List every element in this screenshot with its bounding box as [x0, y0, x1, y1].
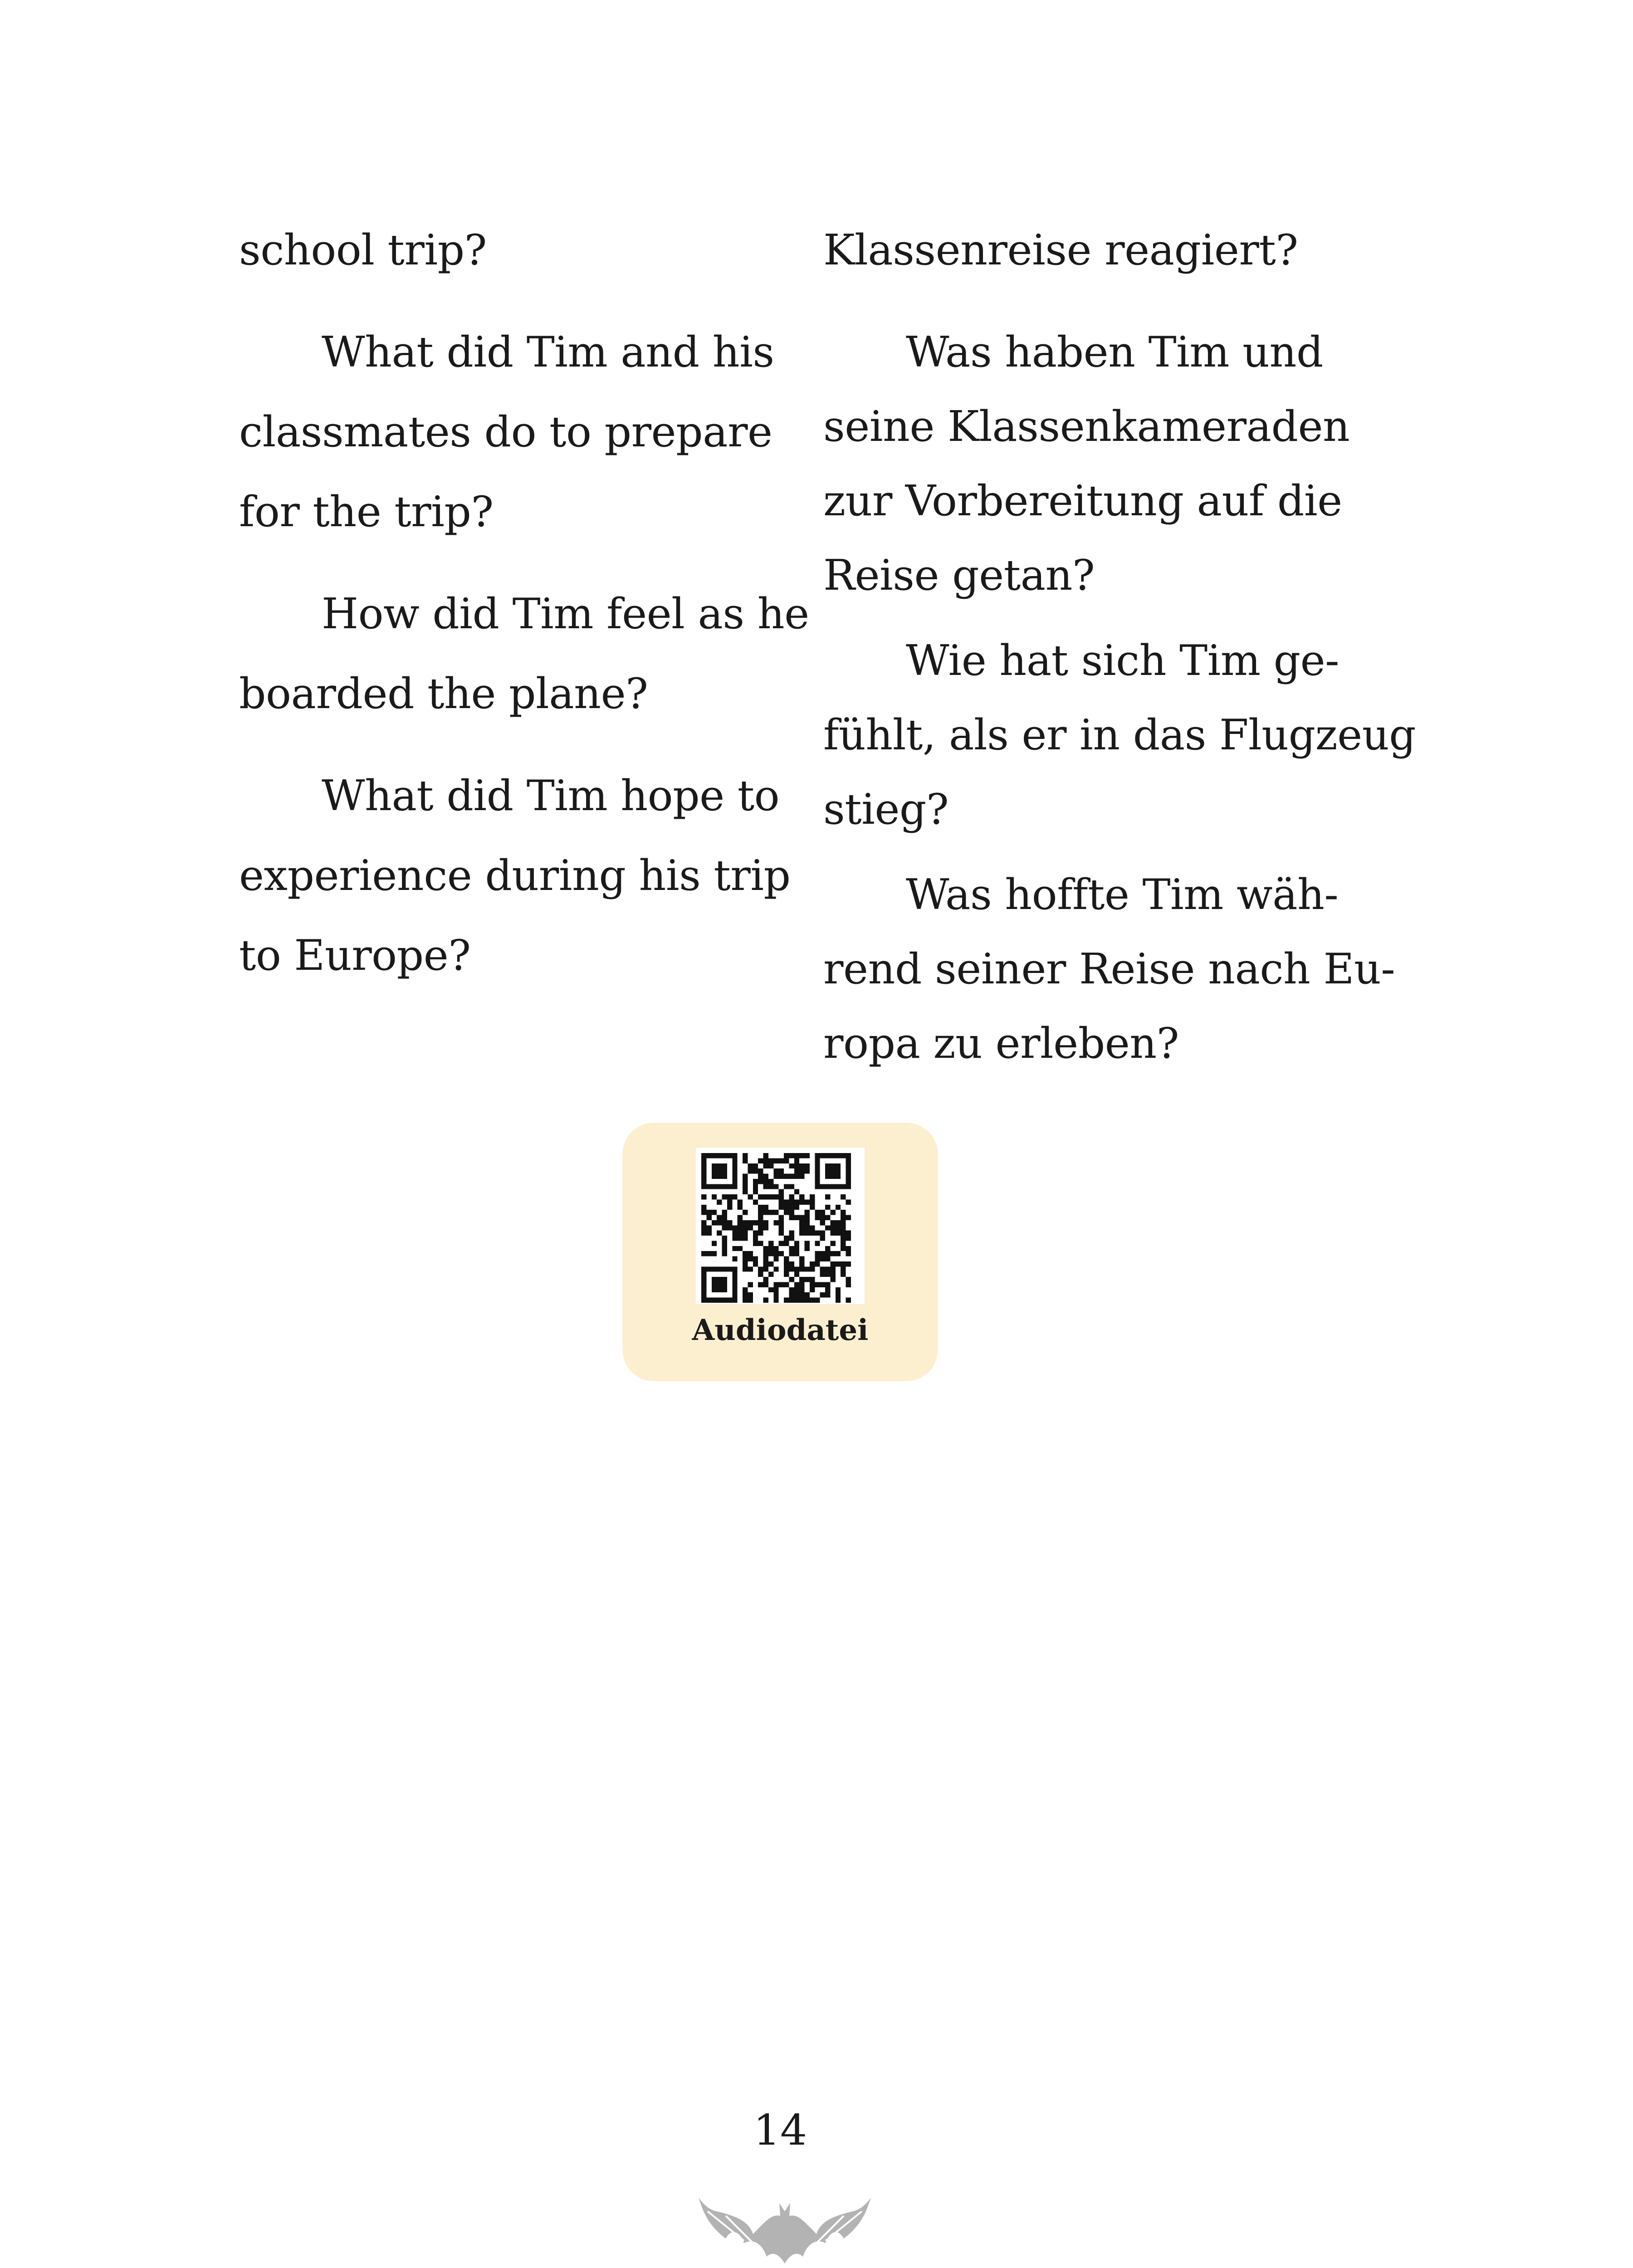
english-line: to Europe? [239, 931, 471, 980]
qr-code[interactable] [696, 1148, 865, 1304]
page-number: 14 [753, 2106, 807, 2155]
german-line: rend seiner Reise nach Eu- [823, 944, 1395, 993]
german-line: Wie hat sich Tim ge- [906, 636, 1340, 685]
german-line: Was haben Tim und [906, 327, 1323, 376]
qr-label: Audiodatei [692, 1313, 869, 1347]
english-line: How did Tim feel as he [322, 589, 809, 638]
german-line: seine Klassenkameraden [823, 402, 1350, 451]
german-line: Was hoffte Tim wäh- [906, 870, 1339, 919]
qr-code-icon [701, 1153, 851, 1303]
audio-qr-box[interactable] [622, 1123, 938, 1381]
bat-icon [699, 2184, 871, 2266]
german-line: Klassenreise reagiert? [823, 225, 1298, 274]
german-line: fühlt, als er in das Flugzeug [823, 710, 1416, 759]
english-line: school trip? [239, 225, 487, 274]
english-line: What did Tim hope to [322, 771, 780, 820]
english-line: classmates do to prepare [239, 407, 772, 456]
german-line: ropa zu erleben? [823, 1019, 1179, 1068]
english-line: What did Tim and his [322, 327, 774, 376]
english-line: boarded the plane? [239, 669, 648, 718]
english-line: for the trip? [239, 487, 494, 536]
english-line: experience during his trip [239, 851, 791, 900]
german-line: zur Vorbereitung auf die [823, 476, 1342, 525]
german-line: Reise getan? [823, 551, 1095, 600]
german-line: stieg? [823, 785, 949, 834]
